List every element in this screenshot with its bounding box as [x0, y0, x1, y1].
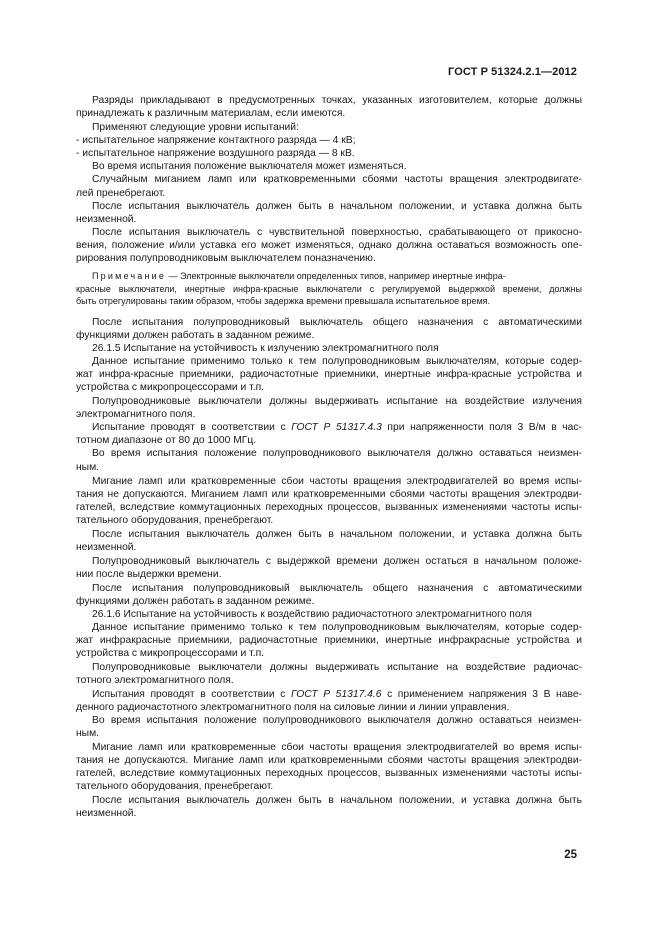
text-line: Разряды прикладывают в предусмотренных точках, указанных изготовителем, которые должны	[92, 95, 582, 106]
text-line: гателей, вследствие коммутационных переходных процессов, вызванных изменениями частоты испы-	[76, 768, 582, 779]
text-line: гателей, вследствие коммутационных переходных процессов, вызванных изменениями частоты испы-	[76, 502, 582, 513]
text-line: функциями должен работать в заданном режиме.	[76, 330, 315, 341]
text-line: принадлежать к различным материалам, если имеются.	[76, 108, 346, 119]
text-line: Полупроводниковые выключатели должны выдерживать испытание на воздействие радиочас-	[92, 662, 582, 673]
text-line: После испытания выключатель должен быть в начальном положении, и уставка должна быть	[92, 529, 582, 540]
text-line: тотного электромагнитного поля.	[76, 675, 234, 686]
text-fragment: с применением напряжения 3 В наве-	[387, 689, 582, 700]
text-line: неизменной.	[76, 214, 137, 225]
text-line: Во время испытания положение полупроводникового выключателя должно оставаться неизмен-	[92, 715, 582, 726]
text-line: Мигание ламп или кратковременные сбои частоты вращения электродвигателей во время испы-	[92, 742, 582, 753]
text-line: - испытательное напряжение воздушного разряда — 8 кВ.	[76, 148, 355, 159]
note-line: быть отрегулированы таким образом, чтобы задержка времени превышала испытательное время.	[76, 296, 491, 306]
note-label: Примечание	[92, 271, 167, 281]
text-line: Данное испытание применимо только к тем полупроводниковым выключателям, которые содер-	[92, 622, 582, 633]
text-line: После испытания выключатель должен быть в начальном положении, и уставка должна быть	[92, 795, 582, 806]
text-line: тания не допускаются. Миганием ламп или кратковременными сбоями частоты вращения электродви-	[76, 489, 582, 500]
standard-reference: ГОСТ Р 51317.4.3	[291, 422, 382, 433]
text-line: электромагнитного поля.	[76, 409, 196, 420]
text-line: тотном диапазоне от 80 до 1000 МГц.	[76, 435, 257, 446]
text-line: неизменной.	[76, 808, 137, 819]
text-fragment: Испытания проводят в соответствии с	[92, 689, 286, 700]
text-line: нии после выдержки времени.	[76, 569, 222, 580]
text-line: устройства с микропроцессорами и т.п.	[76, 648, 265, 659]
text-line: неизменной.	[76, 542, 137, 553]
text-line: Во время испытания положение выключателя может изменяться.	[92, 161, 407, 172]
standard-header: ГОСТ Р 51324.2.1—2012	[448, 66, 577, 78]
text-line: После испытания выключатель с чувствительной поверхностью, срабатывающего от прикосно-	[92, 227, 582, 238]
page-number: 25	[564, 849, 577, 861]
note-text: — Электронные выключатели определенных типов, например инертные инфра-	[168, 271, 506, 281]
text-line: тательного оборудования, пренебрегают.	[76, 515, 274, 526]
text-fragment: при напряженности поля 3 В/м в час-	[387, 422, 582, 433]
text-line: лей пренебрегают.	[76, 188, 166, 199]
text-line: Данное испытание применимо только к тем полупроводниковым выключателям, которые содер-	[92, 356, 582, 367]
text-line: тательного оборудования, пренебрегают.	[76, 781, 274, 792]
text-line: ным.	[76, 728, 100, 739]
text-line: Применяют следующие уровни испытаний:	[92, 122, 299, 133]
standard-reference: ГОСТ Р 51317.4.6	[290, 689, 382, 700]
text-line: Во время испытания положение полупроводникового выключателя должно оставаться неизмен-	[92, 448, 582, 459]
text-line: денного радиочастотного электромагнитного поля на силовые линии и линии управления.	[76, 702, 510, 713]
text-line: Полупроводниковый выключатель с выдержкой времени должен остаться в начальном положе-	[92, 556, 582, 567]
text-line: После испытания выключатель должен быть в начальном положении, и уставка должна быть	[92, 201, 582, 212]
text-line: жат инфра-красные приемники, радиочастотные приемники, инертные инфра-красные устройства и	[76, 369, 582, 380]
text-line: тания не допускаются. Мигание ламп или кратковременными сбоями частоты вращения электродви-	[76, 755, 582, 766]
note-line	[92, 270, 582, 282]
text-line: устройства с микропроцессорами и т.п.	[76, 382, 265, 393]
section-heading-26-1-6: 26.1.6 Испытание на устойчивость к воздействию радиочастотного электромагнитного поля	[92, 609, 532, 620]
section-heading-26-1-5: 26.1.5 Испытание на устойчивость к излучению электромагнитного поля	[92, 343, 439, 354]
text-line: рирования полупроводниковым выключателем поназначению.	[76, 253, 376, 264]
text-line: функциями должен работать в заданном режиме.	[76, 596, 315, 607]
text-line: Полупроводниковые выключатели должны выдерживать испытание на воздействие излучения	[92, 396, 582, 407]
text-line: - испытательное напряжение контактного разряда — 4 кВ;	[76, 135, 356, 146]
text-line: После испытания полупроводниковый выключатель общего назначения с автоматическими	[92, 317, 582, 328]
text-line: Мигание ламп или кратковременные сбои частоты вращения электродвигателей во время испы-	[92, 476, 582, 487]
text-line: Случайным миганием ламп или кратковременными сбоями частоты вращения электродвигате-	[92, 174, 582, 185]
text-line: жат инфракрасные приемники, радиочастотные приемники, инертные инфракрасные устройства и	[76, 635, 582, 646]
text-line: ным.	[76, 462, 100, 473]
text-line	[92, 688, 582, 701]
text-line	[92, 421, 582, 434]
text-line: После испытания полупроводниковый выключатель общего назначения с автоматическими	[92, 583, 582, 594]
note-line: красные выключатели, инертные инфра-красные выключатели с регулируемой выдержкой времени, должны	[76, 284, 582, 294]
text-fragment: Испытание проводят в соответствии с	[92, 422, 286, 433]
text-line: вения, положение и/или уставка его может изменяться, однако должна оставаться возможность опе-	[76, 240, 582, 251]
